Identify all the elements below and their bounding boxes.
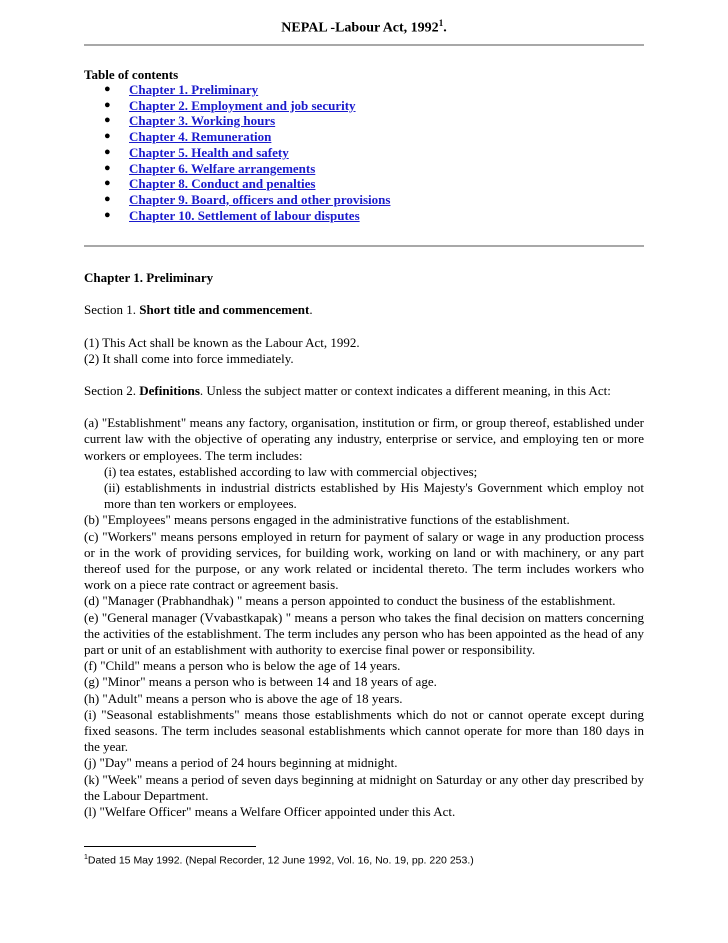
section-2-prefix: Section 2. xyxy=(84,382,140,398)
definition-h: (h) "Adult" means a person who is above the age of 18 years. xyxy=(84,690,403,706)
section-2-intro: . Unless the subject matter or context indicates a different meaning, in this Act: xyxy=(199,382,611,398)
toc-item xyxy=(84,129,644,145)
bullet-icon: ● xyxy=(104,114,111,127)
section-1-clause-1: (1) This Act shall be known as the Labour Act, 1992. xyxy=(84,334,360,350)
section-2-heading xyxy=(84,383,644,399)
bullet-icon: ● xyxy=(104,130,111,143)
toc-link-chapter-9[interactable]: Chapter 9. Board, officers and other provisions xyxy=(129,191,391,207)
definition-k: (k) "Week" means a period of seven days beginning at midnight on Saturday or any other day prescribed by the Labour Department. xyxy=(84,771,644,803)
title-period: . xyxy=(443,20,447,36)
chapter-heading: Chapter 1. Preliminary xyxy=(84,270,214,286)
toc-heading: Table of contents xyxy=(84,67,179,82)
footnote-rule xyxy=(84,846,256,847)
toc-item xyxy=(84,98,644,114)
bullet-icon: ● xyxy=(104,161,111,174)
definition-a: (a) "Establishment" means any factory, organisation, institution or firm, or group thereof, established under current law with the objective of operating any industry, enterprise or service, and employing ten or more workers or employees. The term includes: xyxy=(84,415,644,463)
bullet-icon: ● xyxy=(104,98,111,111)
section-2-title: Definitions xyxy=(139,382,200,398)
section-1-end: . xyxy=(309,302,313,318)
toc-item xyxy=(84,161,644,177)
section-1-title: Short title and commencement xyxy=(139,302,310,318)
bullet-icon: ● xyxy=(104,145,111,158)
definition-a-i: (i) tea estates, established according to law with commercial objectives; xyxy=(104,463,478,479)
section-1-heading xyxy=(84,302,644,318)
toc-link-chapter-10[interactable]: Chapter 10. Settlement of labour disputes xyxy=(129,207,360,223)
footnote xyxy=(84,851,644,868)
title-text: NEPAL -Labour Act, 1992 xyxy=(281,20,439,36)
toc-link-chapter-4[interactable]: Chapter 4. Remuneration xyxy=(129,129,272,145)
document-page xyxy=(84,0,644,820)
toc-item xyxy=(84,176,644,192)
definition-l: (l) "Welfare Officer" means a Welfare Officer appointed under this Act. xyxy=(84,804,456,820)
definition-g: (g) "Minor" means a person who is between 14 and 18 years of age. xyxy=(84,674,437,690)
definition-d: (d) "Manager (Prabhandhak) " means a person appointed to conduct the business of the establishment. xyxy=(84,593,616,609)
definition-f: (f) "Child" means a person who is below the age of 14 years. xyxy=(84,658,401,674)
definition-c: (c) "Workers" means persons employed in return for payment of salary or wage in any production process or in the work of providing services, for building work, working on land or with machinery, or any part thereof used for the purpose, or any work related or incidental thereto. The term includes workers who work on a piece rate contract or agreement basis. xyxy=(84,528,644,593)
toc-link-chapter-5[interactable]: Chapter 5. Health and safety xyxy=(129,144,289,160)
bullet-icon: ● xyxy=(104,83,111,95)
title-rule xyxy=(84,44,644,46)
definition-i: (i) "Seasonal establishments" means those establishments which do not or cannot operate except during fixed seasons. The term includes seasonal establishments which cannot operate for more than 180 days in the year. xyxy=(84,706,644,755)
toc-item xyxy=(84,82,644,98)
toc-link-chapter-1[interactable]: Chapter 1. Preliminary xyxy=(129,82,259,97)
bullet-icon: ● xyxy=(104,177,111,190)
toc-link-chapter-6[interactable]: Chapter 6. Welfare arrangements xyxy=(129,160,316,176)
toc-link-chapter-3[interactable]: Chapter 3. Working hours xyxy=(129,113,276,129)
toc-rule xyxy=(84,245,644,247)
toc-item xyxy=(84,145,644,161)
toc-item xyxy=(84,208,644,224)
definition-b: (b) "Employees" means persons engaged in the administrative functions of the establishment. xyxy=(84,512,570,528)
section-1-prefix: Section 1. xyxy=(84,302,140,318)
toc-link-chapter-8[interactable]: Chapter 8. Conduct and penalties xyxy=(129,176,316,192)
table-of-contents xyxy=(84,82,644,223)
definition-j: (j) "Day" means a period of 24 hours beginning at midnight. xyxy=(84,755,398,771)
definition-a-ii: (ii) establishments in industrial districts established by His Majesty's Government which employ not more than ten workers or employees. xyxy=(104,479,644,512)
toc-item xyxy=(84,192,644,208)
toc-item xyxy=(84,113,644,129)
section-1-clause-2: (2) It shall come into force immediately. xyxy=(84,350,294,366)
document-title xyxy=(84,12,644,34)
definition-e: (e) "General manager (Vvabastkapak) " means a person who takes the final decision on matters concerning the activities of the establishment. The term includes any person who has been appointed as the head of any part or unit of an establishment with authority to exercise final power or responsibility. xyxy=(84,609,644,657)
title-footnote-mark: 1 xyxy=(438,18,444,28)
bullet-icon: ● xyxy=(104,192,111,205)
footnote-mark: 1 xyxy=(84,854,88,861)
bullet-icon: ● xyxy=(104,208,111,221)
toc-link-chapter-2[interactable]: Chapter 2. Employment and job security xyxy=(129,97,356,113)
footnote-text: Dated 15 May 1992. (Nepal Recorder, 12 June 1992, Vol. 16, No. 19, pp. 220 253.) xyxy=(87,854,474,867)
